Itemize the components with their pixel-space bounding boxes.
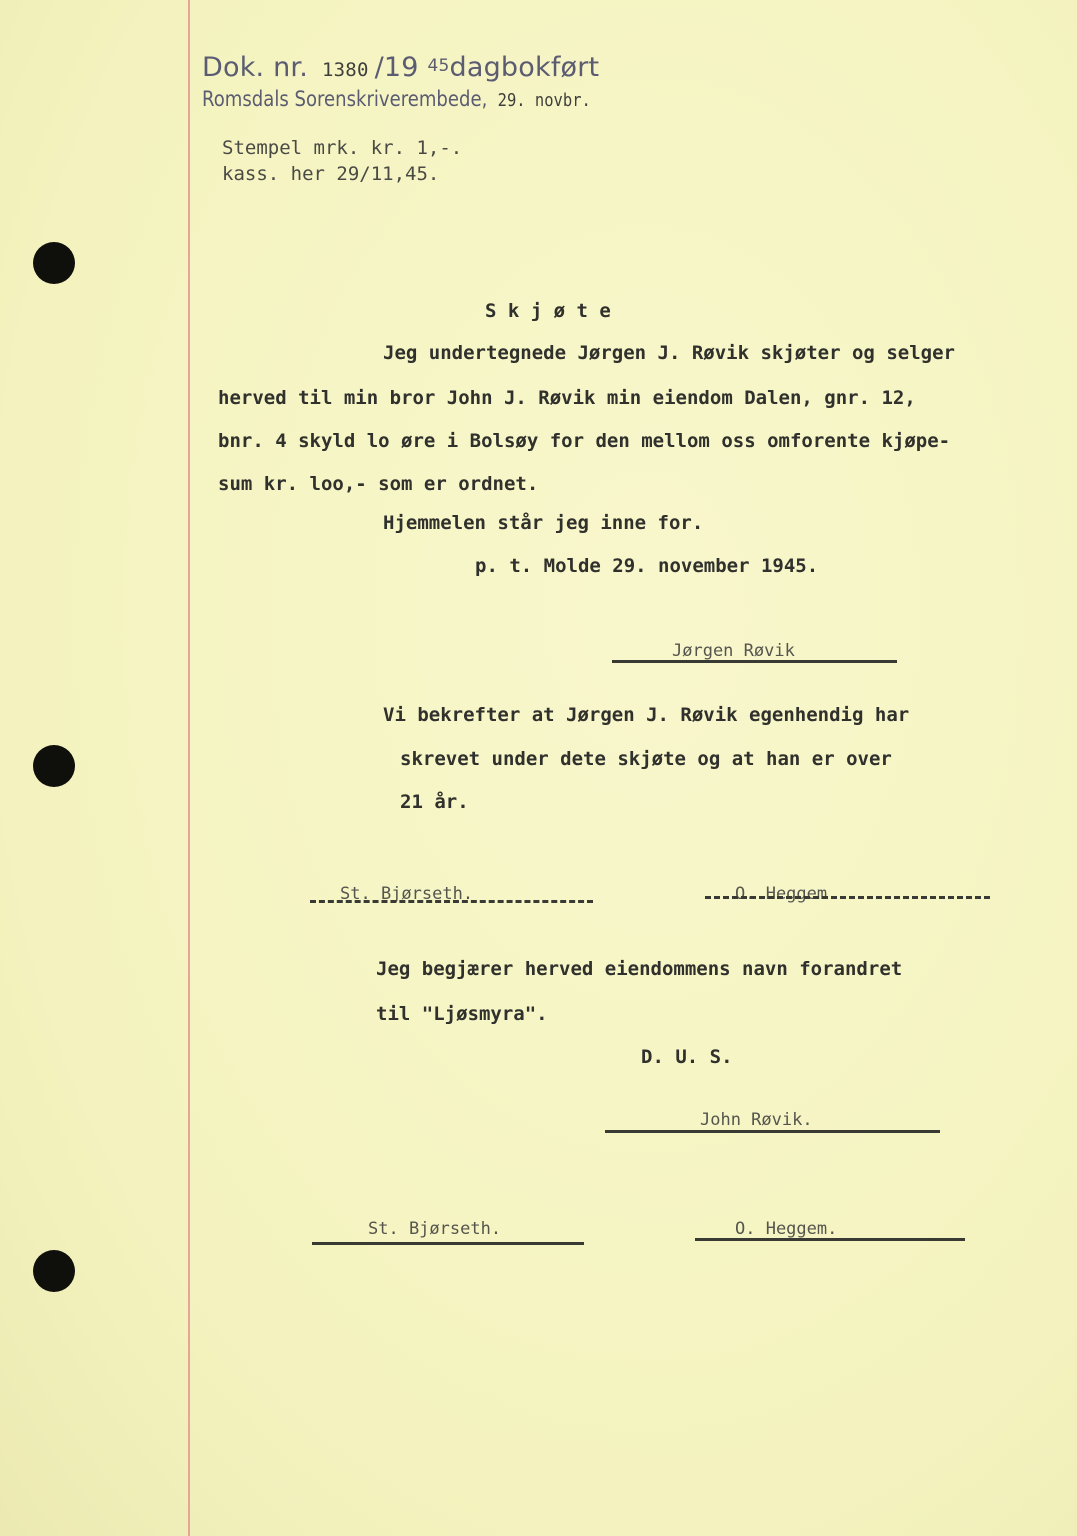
witness-2-signature-line [705, 896, 990, 899]
buyer-signature-line [605, 1130, 940, 1133]
place-date-line: p. t. Molde 29. november 1945. [475, 555, 819, 577]
stamp-year: 45 [427, 56, 450, 76]
punch-hole-middle [33, 745, 75, 787]
witness-3-signature-line [312, 1242, 584, 1245]
witness-3-signature: St. Bjørseth. [368, 1219, 502, 1239]
witness-2-signature: O. Heggem. [735, 884, 838, 904]
punch-hole-top [33, 242, 75, 284]
document-title: S k j ø t e [485, 300, 611, 322]
stamp-label: Dok. nr. [202, 52, 309, 83]
body-line-1: Jeg undertegnede Jørgen J. Røvik skjøter og selger [383, 342, 955, 364]
document-number: 1380 [322, 59, 369, 81]
witness-4-signature-line [695, 1238, 965, 1241]
body-line-3: bnr. 4 skyld lo øre i Bolsøy for den mellom oss omforente kjøpe- [218, 430, 951, 452]
fee-line-2: kass. her 29/11,45. [222, 163, 440, 185]
fee-line-1: Stempel mrk. kr. 1,-. [222, 137, 463, 159]
body-line-2: herved til min bror John J. Røvik min eiendom Dalen, gnr. 12, [218, 387, 916, 409]
name-change-line-2: til "Ljøsmyra". [376, 1003, 548, 1025]
witness-statement-line-3: 21 år. [400, 791, 469, 813]
witness-4-signature: O. Heggem. [735, 1219, 838, 1239]
buyer-signature: John Røvik. [700, 1110, 813, 1130]
name-change-line-1: Jeg begjærer herved eiendommens navn forandret [376, 958, 903, 980]
witness-statement-line-1: Vi bekrefter at Jørgen J. Røvik egenhendig har [383, 704, 910, 726]
stamp-slash19: /19 [374, 52, 419, 83]
punch-hole-bottom [33, 1250, 75, 1292]
registration-stamp-line-1 [202, 52, 599, 83]
body-line-4: sum kr. loo,- som er ordnet. [218, 473, 539, 495]
margin-rule [188, 0, 190, 1536]
stamp-tail: dagbokført [449, 52, 600, 83]
witness-statement-line-2: skrevet under dete skjøte og at han er over [400, 748, 892, 770]
stamp-office: Romsdals Sorenskriverembede, [202, 87, 488, 111]
witness-1-signature: St. Bjørseth. [340, 884, 474, 904]
seller-signature: Jørgen Røvik [672, 641, 795, 661]
hjemmel-line: Hjemmelen står jeg inne for. [383, 512, 704, 534]
closing-dus: D. U. S. [641, 1046, 733, 1068]
registration-stamp-line-2 [202, 87, 591, 111]
stamp-date: 29. novbr. [497, 90, 591, 111]
witness-1-signature-line [310, 900, 593, 903]
seller-signature-line [612, 660, 897, 663]
